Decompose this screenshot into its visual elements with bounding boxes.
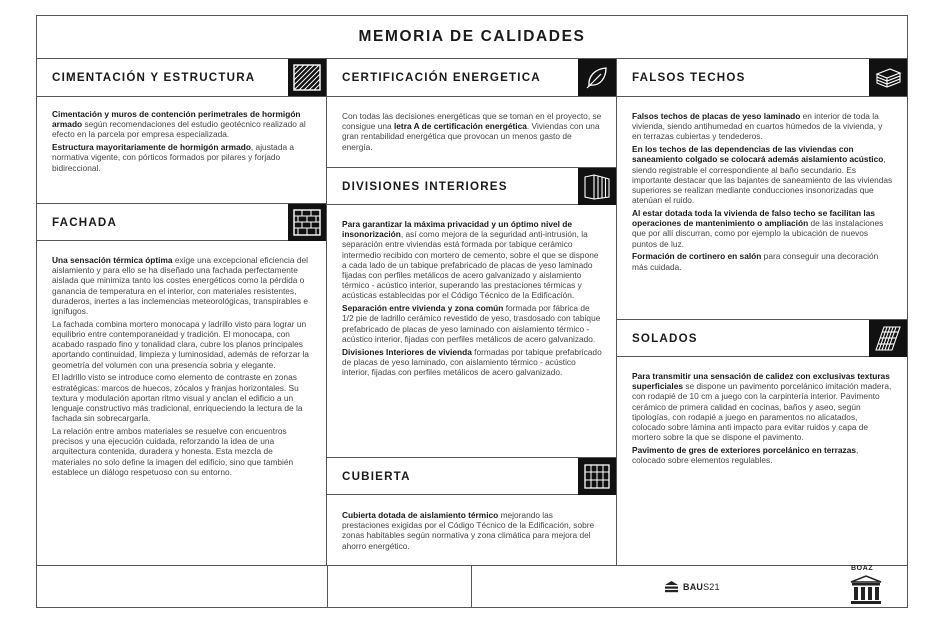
bold-text: Cimentación y muros de contención perimetrales de hormigón armado	[52, 109, 301, 130]
text: de las instalaciones que por allí discurran, como por ejemplo la ubicación de nuevos puntos de luz.	[632, 218, 884, 249]
bold-text: En los techos de las dependencias de las viviendas con saneamiento colgado se colocará además aislamiento acústico	[632, 144, 884, 165]
section-cimentacion	[37, 59, 326, 203]
bold-text: Al estar dotada toda la vivienda de falso techo se facilitan las operaciones de mantenimiento o ampliación	[632, 208, 875, 229]
bold-text: Separación entre vivienda y zona común	[342, 303, 504, 314]
paragraph	[632, 371, 893, 442]
bold-text: Una sensación térmica óptima	[52, 255, 173, 265]
section-body	[52, 109, 312, 175]
section-heading: CUBIERTA	[342, 470, 411, 483]
paragraph	[342, 303, 602, 344]
leaf-icon	[578, 59, 616, 96]
section-header	[327, 59, 616, 97]
paragraph	[52, 109, 312, 140]
section-heading: DIVISIONES INTERIORES	[342, 180, 508, 193]
section-body	[342, 510, 602, 553]
bold-text: Para transmitir una sensación de calidez con exclusivas texturas superficiales	[632, 371, 890, 392]
paragraph	[342, 111, 602, 152]
title-row	[37, 16, 907, 59]
text: en interior de toda la vivienda, siendo antihumedad en cuartos húmedos de la vivienda, y en terrazas cubiertas y tendederos.	[632, 111, 883, 142]
text: , ajustada a normativa vigente, con pórticos formados por pilares y forjado bidireccional.	[52, 142, 295, 173]
footer-row	[37, 565, 907, 608]
bau-logo-icon	[664, 579, 679, 594]
column-right	[617, 59, 907, 565]
floor-planks-icon	[869, 320, 907, 357]
document-title: MEMORIA DE CALIDADES	[358, 28, 586, 45]
paragraph	[52, 255, 312, 316]
hatched-square-icon	[288, 59, 326, 96]
brick-wall-icon	[288, 204, 326, 241]
section-header	[617, 59, 907, 97]
section-header	[327, 167, 616, 205]
section-body	[632, 371, 893, 468]
section-fachada	[37, 203, 326, 565]
paragraph	[632, 111, 893, 142]
text: según recomendaciones del estudio geotécnico realizado al efecto en la parcela por empresa especializada.	[52, 119, 306, 140]
bold-text: Falsos techos de placas de yeso laminado	[632, 111, 801, 121]
section-heading: CIMENTACIÓN Y ESTRUCTURA	[52, 71, 256, 84]
section-certificacion	[327, 59, 616, 167]
section-heading: FACHADA	[52, 216, 118, 229]
paragraph	[342, 347, 602, 378]
bold-text: Divisiones Interiores de vivienda	[342, 346, 472, 357]
paragraph: El ladrillo visto se introduce como elemento de contraste en zonas estratégicas: marcos de huecos, zócalos y franjas horizontales. Su textura y modulación aportan ritmo visual y anclan el edificio a un lenguaje constructivo más tradicional, enriqueciendo la lectura de la fachada sin sobrecargarla.	[52, 372, 303, 424]
section-body	[342, 111, 602, 154]
column-middle	[327, 59, 617, 565]
paragraph	[632, 144, 893, 205]
text: formadas por tabique prefabricado de placas de yeso laminado, con aislamiento térmico - acústico interior, fijadas con perfiles metálicos de acero galvanizado.	[342, 346, 602, 378]
section-header	[37, 59, 326, 97]
paragraph	[52, 142, 312, 173]
bold-text: Formación de cortinero en salón	[632, 251, 762, 262]
footer-divider	[327, 566, 328, 608]
section-body	[632, 111, 893, 274]
bold-text: Pavimento de gres de exteriores porcelánico en terrazas	[632, 445, 856, 456]
bau-brand	[664, 579, 720, 594]
section-heading: CERTIFICACIÓN ENERGETICA	[342, 71, 541, 84]
section-header	[327, 457, 616, 495]
section-falsos-techos	[617, 59, 907, 319]
section-header	[617, 319, 907, 357]
text: , así como mejora de la seguridad anti-intrusión, la separación entre viviendas está formada por tabique cerámico intermedio recibido con mortero de cemento, sobre el que se dispone a cada lado de un tabique prefabricado de placas de yeso laminado fijadas con perfiles metálicos de acero galvanizado y aislamiento térmico - acústico interior, superando las prestaciones térmicas y acústicas establecidas por el Código Técnico de la Edificación.	[342, 229, 599, 301]
brand-bold: BAU	[683, 581, 704, 592]
text: formada por fábrica de 1/2 pie de ladrillo cerámico revestido de yeso, trasdosado con tabique prefabricado de placas de yeso laminado con aislamiento térmico - acústico interior, fijadas con perfiles metálicos de acero galvanizado.	[342, 303, 601, 344]
bold-text: Cubierta dotada de aislamiento térmico	[342, 510, 499, 520]
text: exige una excepcional eficiencia del aislamiento y para ello se ha diseñado una fachada perfectamente aislada que minimiza tanto los costes energéticos como la pérdida o ganancia de temperatura en el interior, con materiales resistentes, duraderos, inertes a las inclemencias meteorológicas, transpirables e ignífugos.	[52, 255, 309, 317]
section-header	[37, 203, 326, 241]
footer-divider	[471, 566, 472, 608]
paragraph: La fachada combina mortero monocapa y ladrillo visto para lograr un equilibrio entre contemporaneidad y tradición. El monocapa, con acabado raspado fino y tonalidad clara, cubre los planos principales aportando continuidad, limpieza y luminosidad, además de reforzar la geometría del volumen con una presencia sobria y elegante.	[52, 318, 309, 370]
paragraph	[342, 510, 602, 551]
section-body	[342, 219, 602, 380]
text: para conseguir una decoración más cuidada.	[632, 251, 879, 272]
text: , colocado sobre elementos regulables.	[632, 445, 859, 466]
boaz-logo	[849, 566, 883, 608]
paragraph	[632, 445, 893, 465]
boaz-logo-text: BOAZ	[851, 565, 874, 572]
section-divisiones	[327, 167, 616, 457]
bold-text: Estructura mayoritariamente de hormigón armado	[52, 142, 251, 153]
wall-panels-icon	[578, 168, 616, 205]
text: mejorando las prestaciones exigidas por el Código Técnico de la Edificación, sobre zonas habitables según normativa y zona climática para mejora del ahorro energético.	[342, 510, 595, 551]
paragraph	[342, 219, 602, 301]
stacked-panels-icon	[869, 59, 907, 96]
temple-columns-icon	[850, 574, 882, 606]
bold-text: letra A de certificación energética	[393, 121, 527, 132]
text: , siendo registrable el correspondiente al baño secundario. Es importante destacar que las bajantes de saneamiento de las viviendas superiores se realizan mediante conducciones insonorizadas que atenúan el ruido.	[632, 154, 893, 206]
paragraph: La relación entre ambos materiales se resuelve con encuentros precisos y una ejecución cuidada, reforzando la idea de una arquitectura contenida, duradera y honesta. Esta mezcla de materiales no solo define la imagen del edificio, sino que también establece un diálogo respetuoso con su entorno.	[52, 426, 294, 477]
roof-tiles-icon	[578, 458, 616, 495]
bau-brand-text	[683, 582, 720, 592]
column-left	[37, 59, 327, 565]
section-solados	[617, 319, 907, 565]
section-heading: FALSOS TECHOS	[632, 71, 746, 84]
section-heading: SOLADOS	[632, 332, 698, 345]
text: . Viviendas con una gran rentabilidad energética que provocan un menos gasto de energía.	[342, 121, 600, 152]
section-body	[52, 255, 312, 480]
section-cubierta	[327, 457, 616, 565]
text: se dispone un pavimento porcelánico imitación madera, con rodapié de 10 cm a juego con la carpintería interior. Pavimento cerámico de primera calidad en cocinas, baños y aseo, según tipologías, con rodapié a juego en paramentos no alicatados, colocado sobre lámina anti impacto para evitar ruidos y capa de mortero sobre la que se dispone el pavimento.	[632, 381, 892, 443]
paragraph	[632, 208, 893, 249]
paragraph	[632, 251, 893, 271]
bold-text: Para garantizar la máxima privacidad y un óptimo nivel de insonorización	[342, 219, 572, 240]
document-frame	[36, 15, 908, 608]
text: Con todas las decisiones energéticas que se toman en el proyecto, se consigue una	[342, 111, 602, 132]
brand-thin: S21	[703, 581, 720, 592]
